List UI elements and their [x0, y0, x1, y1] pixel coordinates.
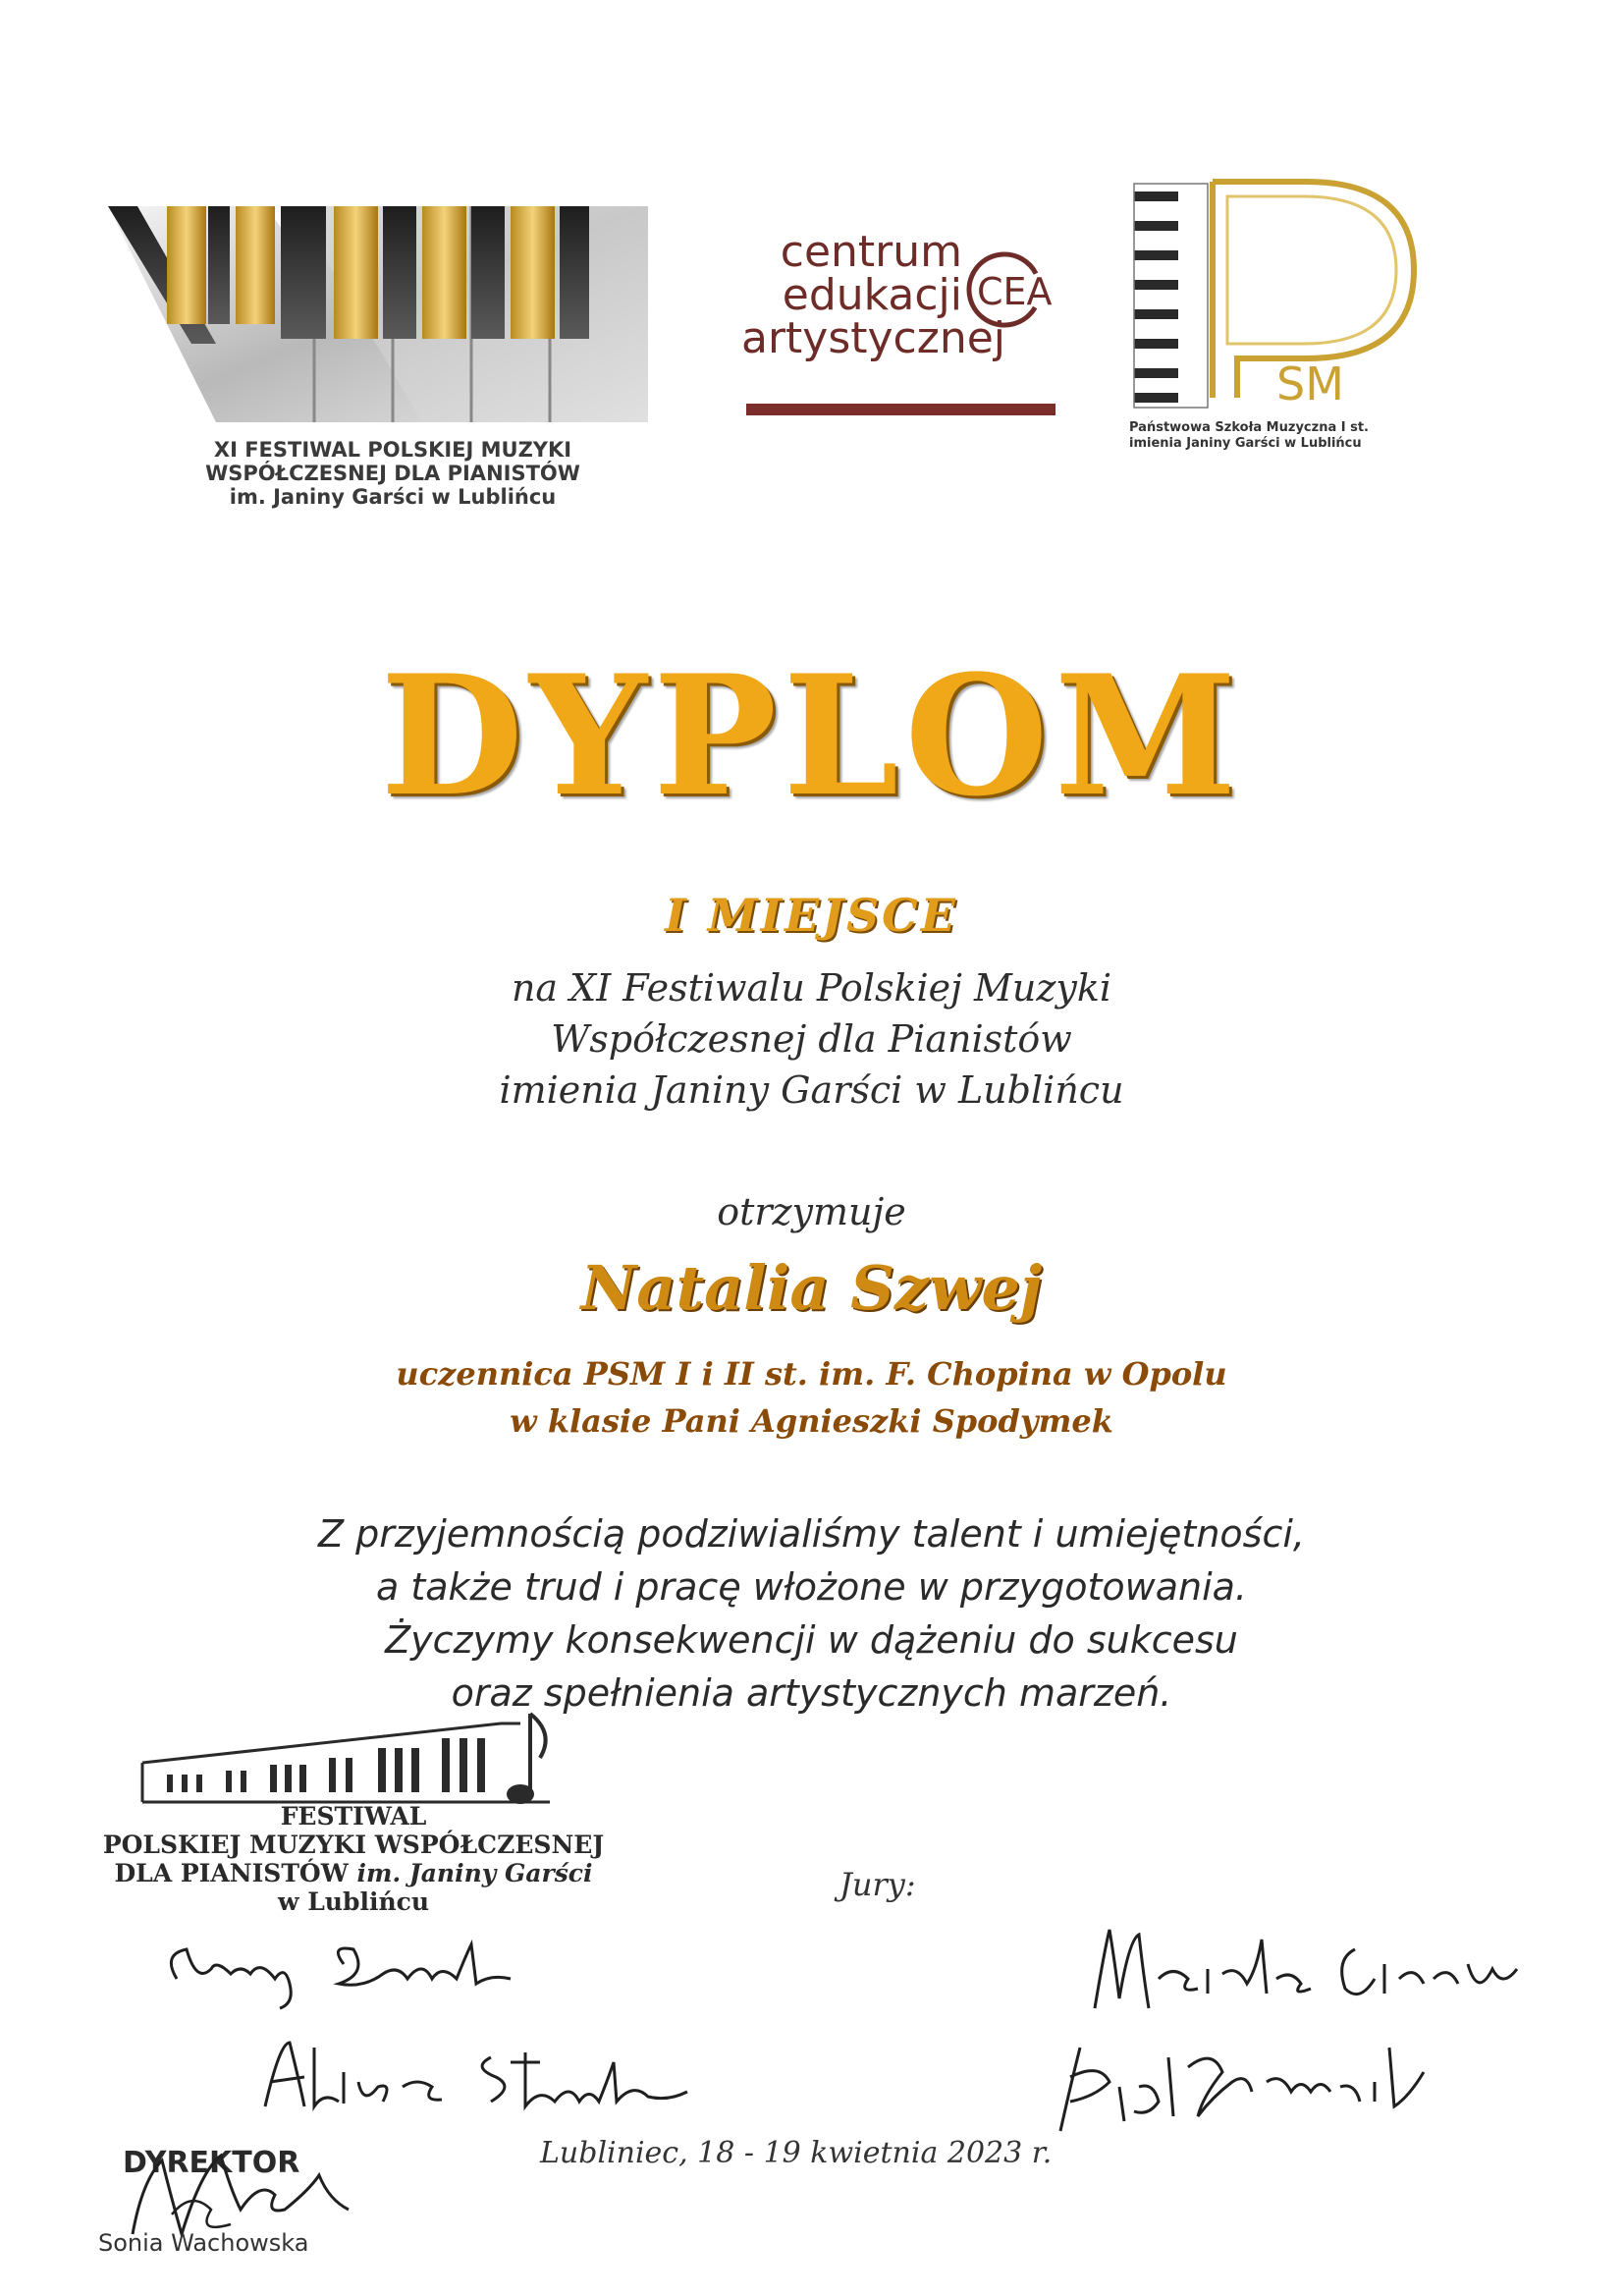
pupil-line-1: uczennica PSM I i II st. im. F. Chopina w Opolu: [396, 1355, 1227, 1393]
festival-logo-caption-line-1: XI FESTIWAL POLSKIEJ MUZYKI: [213, 438, 572, 462]
festival-logo: [98, 187, 648, 511]
cea-underline-bar: [746, 404, 1055, 415]
stamp-line-2: POLSKIEJ MUZYKI WSPÓŁCZESNEJ: [102, 1831, 605, 1859]
wishes-text: [0, 1507, 1623, 1720]
stamp-line-1: FESTIWAL: [280, 1802, 427, 1831]
place-award: I MIEJSCE: [665, 889, 958, 942]
pupil-line-2: w klasie Pani Agnieszki Spodymek: [510, 1402, 1113, 1440]
festival-line-3: imienia Janiny Garści w Lublińcu: [499, 1068, 1124, 1112]
place-date: Lubliniec, 18 - 19 kwietnia 2023 r.: [540, 2136, 1053, 2170]
wishes-line-4: oraz spełnienia artystycznych marzeń.: [451, 1671, 1172, 1715]
director-name: Sonia Wachowska: [98, 2229, 309, 2257]
cea-monogram-icon: [957, 241, 1055, 339]
wishes-line-1: Z przyjemnością podziwialiśmy talent i umiejętności,: [318, 1512, 1305, 1556]
pupil-info: [0, 1350, 1623, 1445]
diploma-title: DYPLOM: [380, 638, 1243, 833]
cea-logo-line-3: artystycznej: [741, 313, 1006, 363]
festival-logo-caption: [157, 438, 628, 509]
signature-left-bottom-icon: [245, 2033, 707, 2121]
recipient-name: Natalia Szwej: [580, 1252, 1043, 1324]
director-stamp: [93, 2141, 407, 2259]
festival-logo-caption-line-3: im. Janiny Garści w Lublińcu: [229, 485, 557, 509]
festival-line-2: Współczesnej dla Pianistów: [551, 1017, 1072, 1061]
psm-piano-p-icon: [1129, 172, 1434, 417]
signature-left-top-icon: [157, 1925, 569, 2013]
cea-logo: [741, 227, 1075, 427]
signature-right-top-icon: [1080, 1910, 1532, 2028]
psm-logo: [1129, 172, 1434, 466]
stamp-line-3: [88, 1859, 619, 1887]
festival-description: [0, 962, 1623, 1116]
receives-label: otrzymuje: [717, 1190, 906, 1233]
piano-keys-logo-icon: [98, 187, 648, 432]
cea-logo-line-1: centrum: [780, 227, 962, 277]
festival-stamp: [88, 1704, 619, 1930]
psm-logo-caption: [1129, 420, 1443, 452]
jury-label: Jury:: [839, 1866, 916, 1903]
psm-logo-caption-line-2: imienia Janiny Garści w Lublińcu: [1129, 436, 1362, 451]
stamp-line-3b: im. Janiny Garści: [356, 1859, 593, 1887]
stamp-piano-icon: [137, 1704, 609, 1812]
festival-line-1: na XI Festiwalu Polskiej Muzyki: [511, 966, 1112, 1010]
signature-right-bottom-icon: [1041, 2028, 1453, 2146]
stamp-line-4: w Lublińcu: [277, 1887, 430, 1916]
psm-logo-caption-line-1: Państwowa Szkoła Muzyczna I st.: [1129, 420, 1369, 435]
festival-logo-caption-line-2: WSPÓŁCZESNEJ DLA PIANISTÓW: [205, 462, 580, 485]
wishes-line-3: Życzymy konsekwencji w dążeniu do sukcesu: [385, 1618, 1238, 1662]
psm-monogram-text: SM: [1276, 357, 1344, 410]
wishes-line-2: a także trud i pracę włożone w przygotowania.: [376, 1565, 1247, 1609]
cea-monogram-text: CEA: [977, 270, 1053, 313]
director-label: DYREKTOR: [123, 2146, 300, 2180]
cea-logo-line-2: edukacji: [782, 270, 962, 320]
stamp-line-3a: DLA PIANISTÓW: [114, 1859, 349, 1887]
